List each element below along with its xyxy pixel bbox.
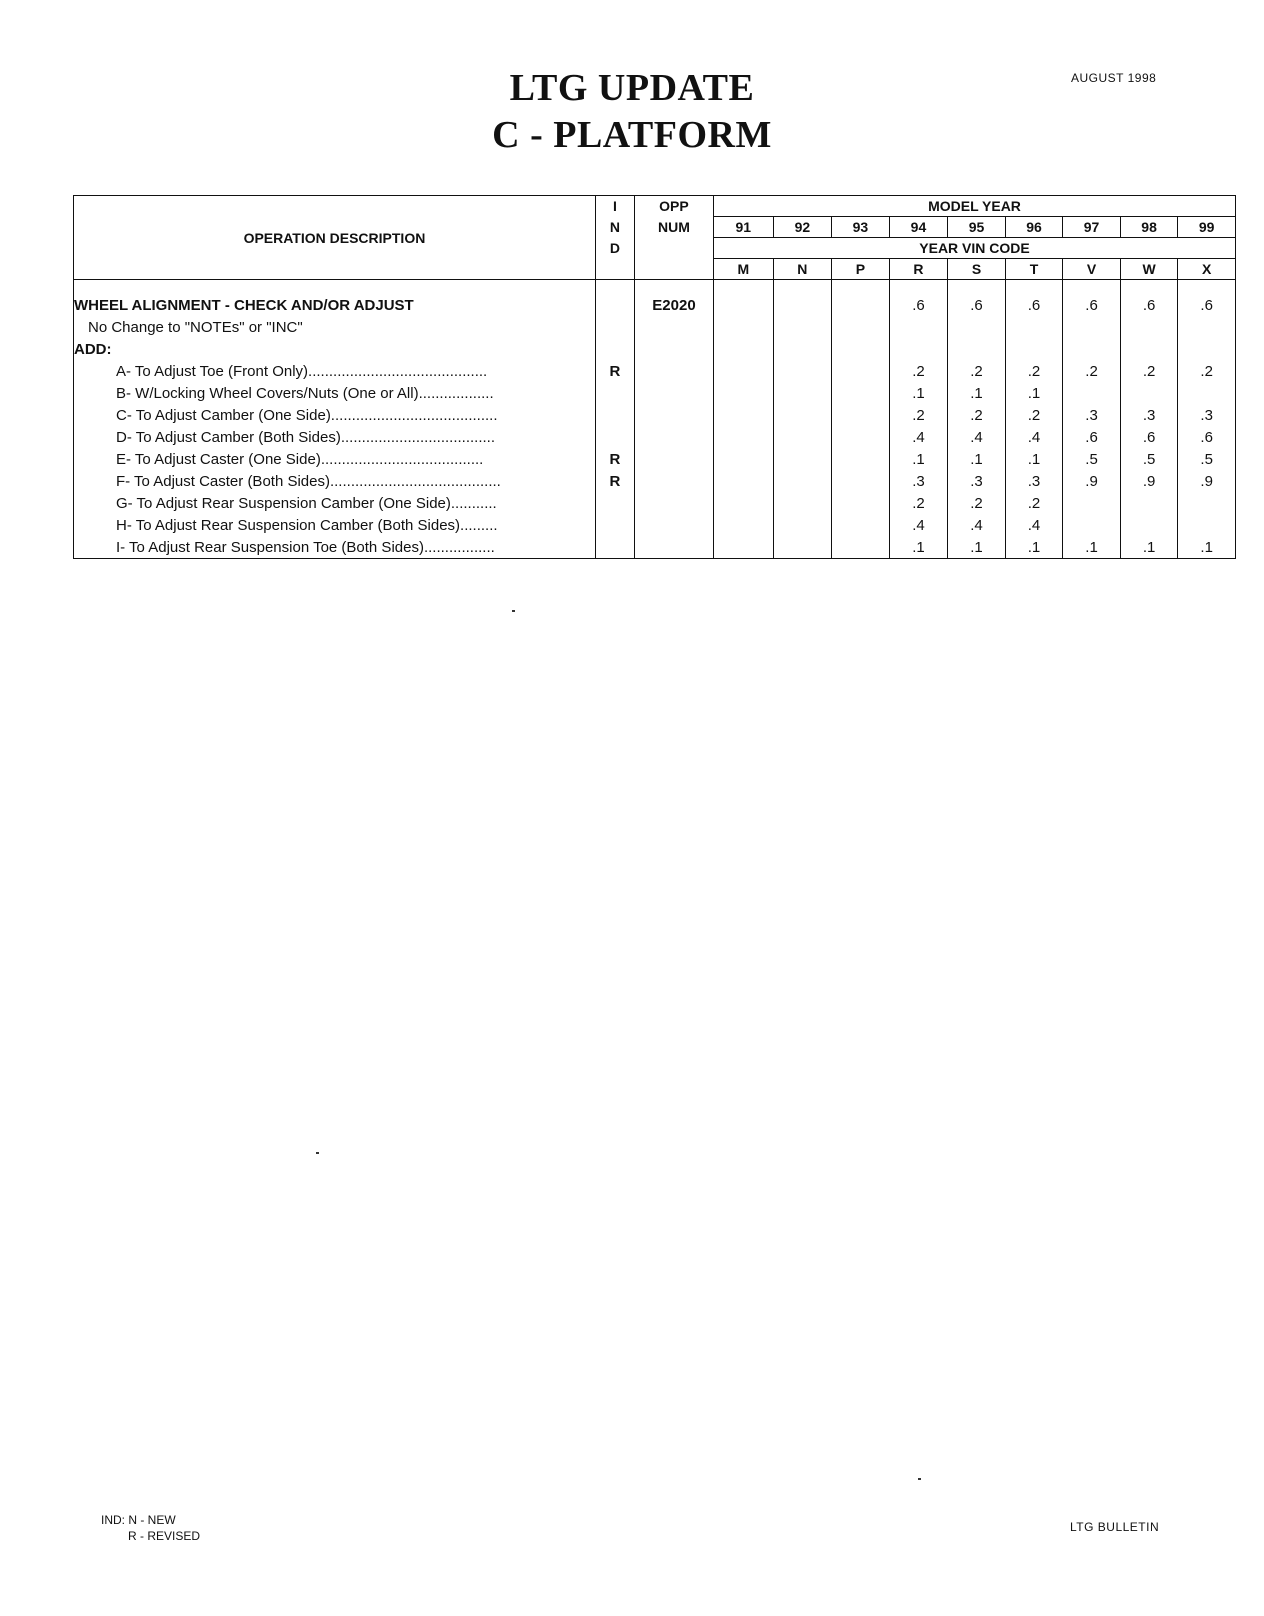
value-cell xyxy=(1063,514,1121,536)
value-cell: .2 xyxy=(889,404,948,426)
value-cell xyxy=(714,426,774,448)
scan-speck xyxy=(512,610,515,612)
value-cell: .2 xyxy=(948,404,1006,426)
value-cell xyxy=(1063,382,1121,404)
value-cell: .1 xyxy=(1005,448,1063,470)
value-cell: .2 xyxy=(948,360,1006,382)
vin-w: W xyxy=(1120,259,1178,280)
value-cell: .6 xyxy=(1063,294,1121,316)
value-cell xyxy=(714,360,774,382)
value-cell: .4 xyxy=(948,514,1006,536)
add-label: ADD: xyxy=(74,338,596,360)
value-cell xyxy=(773,492,832,514)
value-cell: .3 xyxy=(1120,404,1178,426)
year-98: 98 xyxy=(1120,217,1178,238)
value-cell xyxy=(1063,492,1121,514)
vin-v: V xyxy=(1063,259,1121,280)
scan-speck xyxy=(316,1152,319,1154)
document-subtitle: C - PLATFORM xyxy=(492,114,772,156)
year-99: 99 xyxy=(1178,217,1236,238)
value-cell xyxy=(773,360,832,382)
value-cell xyxy=(832,294,890,316)
value-cell: .1 xyxy=(889,536,948,559)
year-94: 94 xyxy=(889,217,948,238)
value-cell xyxy=(773,426,832,448)
value-cell xyxy=(1120,492,1178,514)
value-cell: .9 xyxy=(1120,470,1178,492)
header-ind-3: D xyxy=(595,238,634,259)
year-93: 93 xyxy=(832,217,890,238)
value-cell xyxy=(832,514,890,536)
value-cell: .5 xyxy=(1120,448,1178,470)
value-cell xyxy=(832,360,890,382)
add-item-ind: R xyxy=(595,360,634,382)
add-item-description: F- To Adjust Caster (Both Sides)......................................... xyxy=(74,470,596,492)
value-cell xyxy=(773,514,832,536)
value-cell: .2 xyxy=(1178,360,1236,382)
value-cell: .1 xyxy=(1178,536,1236,559)
add-item-ind xyxy=(595,492,634,514)
value-cell xyxy=(714,294,774,316)
value-cell: .1 xyxy=(948,536,1006,559)
add-item-row xyxy=(74,448,1236,470)
add-item-row xyxy=(74,382,1236,404)
opp-num: E2020 xyxy=(634,294,713,316)
value-cell: .3 xyxy=(1063,404,1121,426)
vin-n: N xyxy=(773,259,832,280)
header-operation-description: OPERATION DESCRIPTION xyxy=(74,196,596,280)
value-cell: .6 xyxy=(1063,426,1121,448)
operation-title: WHEEL ALIGNMENT - CHECK AND/OR ADJUST xyxy=(74,294,596,316)
add-item-description: A- To Adjust Toe (Front Only)........................................... xyxy=(74,360,596,382)
add-item-row xyxy=(74,514,1236,536)
add-item-row xyxy=(74,404,1236,426)
value-cell: .2 xyxy=(1120,360,1178,382)
add-item-opp xyxy=(634,448,713,470)
value-cell: .1 xyxy=(1063,536,1121,559)
value-cell xyxy=(832,382,890,404)
value-cell xyxy=(1178,514,1236,536)
value-cell xyxy=(714,382,774,404)
add-item-ind: R xyxy=(595,448,634,470)
labor-time-table xyxy=(73,195,1236,559)
value-cell: .2 xyxy=(1005,492,1063,514)
year-96: 96 xyxy=(1005,217,1063,238)
value-cell xyxy=(832,492,890,514)
value-cell xyxy=(832,448,890,470)
legend-new: IND: N - NEW xyxy=(101,1513,176,1527)
legend-revised: R - REVISED xyxy=(128,1529,201,1543)
add-item-opp xyxy=(634,514,713,536)
add-item-ind xyxy=(595,426,634,448)
header-opp-1: OPP xyxy=(634,196,713,217)
value-cell xyxy=(773,404,832,426)
value-cell: .9 xyxy=(1063,470,1121,492)
vin-t: T xyxy=(1005,259,1063,280)
value-cell xyxy=(832,404,890,426)
value-cell: .2 xyxy=(1005,404,1063,426)
value-cell: .3 xyxy=(889,470,948,492)
value-cell: .2 xyxy=(889,360,948,382)
value-cell xyxy=(714,470,774,492)
value-cell: .2 xyxy=(948,492,1006,514)
value-cell: .2 xyxy=(1005,360,1063,382)
add-item-ind xyxy=(595,536,634,559)
add-item-opp xyxy=(634,536,713,559)
value-cell: .1 xyxy=(1120,536,1178,559)
operation-row xyxy=(74,294,1236,316)
vin-r: R xyxy=(889,259,948,280)
value-cell: .4 xyxy=(889,426,948,448)
value-cell: .1 xyxy=(1005,382,1063,404)
value-cell: .3 xyxy=(1005,470,1063,492)
add-item-opp xyxy=(634,426,713,448)
bulletin-label: LTG BULLETIN xyxy=(1070,1520,1160,1534)
add-item-opp xyxy=(634,360,713,382)
add-item-description: E- To Adjust Caster (One Side)....................................... xyxy=(74,448,596,470)
value-cell: .4 xyxy=(1005,514,1063,536)
value-cell: .5 xyxy=(1063,448,1121,470)
value-cell: .2 xyxy=(889,492,948,514)
header-vin-code: YEAR VIN CODE xyxy=(714,238,1236,259)
value-cell xyxy=(832,536,890,559)
value-cell: .6 xyxy=(1120,426,1178,448)
add-item-opp xyxy=(634,382,713,404)
add-item-ind xyxy=(595,382,634,404)
add-item-description: D- To Adjust Camber (Both Sides)..................................... xyxy=(74,426,596,448)
operation-note: No Change to "NOTEs" or "INC" xyxy=(74,316,596,338)
value-cell: .1 xyxy=(1005,536,1063,559)
value-cell: .6 xyxy=(889,294,948,316)
year-97: 97 xyxy=(1063,217,1121,238)
add-item-row xyxy=(74,536,1236,559)
add-item-opp xyxy=(634,404,713,426)
add-item-ind: R xyxy=(595,470,634,492)
add-item-description: C- To Adjust Camber (One Side)........................................ xyxy=(74,404,596,426)
add-item-description: H- To Adjust Rear Suspension Camber (Both Sides)......... xyxy=(74,514,596,536)
value-cell xyxy=(773,382,832,404)
year-95: 95 xyxy=(948,217,1006,238)
header-model-year: MODEL YEAR xyxy=(714,196,1236,217)
value-cell: .6 xyxy=(948,294,1006,316)
add-item-ind xyxy=(595,404,634,426)
value-cell xyxy=(714,514,774,536)
vin-x: X xyxy=(1178,259,1236,280)
value-cell: .3 xyxy=(1178,404,1236,426)
value-cell xyxy=(773,536,832,559)
add-item-ind xyxy=(595,514,634,536)
year-92: 92 xyxy=(773,217,832,238)
value-cell: .1 xyxy=(948,448,1006,470)
value-cell xyxy=(714,404,774,426)
add-item-description: B- W/Locking Wheel Covers/Nuts (One or All).................. xyxy=(74,382,596,404)
header-opp-2: NUM xyxy=(634,217,713,238)
value-cell xyxy=(832,426,890,448)
value-cell: .9 xyxy=(1178,470,1236,492)
add-item-opp xyxy=(634,492,713,514)
value-cell xyxy=(1178,492,1236,514)
add-item-row xyxy=(74,470,1236,492)
value-cell: .5 xyxy=(1178,448,1236,470)
vin-p: P xyxy=(832,259,890,280)
vin-m: M xyxy=(714,259,774,280)
document-title: LTG UPDATE xyxy=(509,67,755,109)
value-cell xyxy=(714,536,774,559)
value-cell: .1 xyxy=(889,382,948,404)
add-item-row xyxy=(74,426,1236,448)
header-ind-1: I xyxy=(595,196,634,217)
value-cell: .6 xyxy=(1178,294,1236,316)
value-cell: .4 xyxy=(889,514,948,536)
value-cell: .6 xyxy=(1120,294,1178,316)
add-item-row xyxy=(74,360,1236,382)
value-cell: .1 xyxy=(889,448,948,470)
add-item-row xyxy=(74,492,1236,514)
vin-s: S xyxy=(948,259,1006,280)
value-cell: .1 xyxy=(948,382,1006,404)
value-cell xyxy=(714,492,774,514)
value-cell: .4 xyxy=(948,426,1006,448)
add-item-opp xyxy=(634,470,713,492)
value-cell: .2 xyxy=(1063,360,1121,382)
year-91: 91 xyxy=(714,217,774,238)
value-cell: .6 xyxy=(1178,426,1236,448)
value-cell xyxy=(1120,514,1178,536)
value-cell xyxy=(832,470,890,492)
value-cell xyxy=(1178,382,1236,404)
value-cell xyxy=(773,294,832,316)
ind-legend xyxy=(101,1512,200,1544)
value-cell xyxy=(714,448,774,470)
value-cell xyxy=(773,470,832,492)
add-item-description: G- To Adjust Rear Suspension Camber (One Side)........... xyxy=(74,492,596,514)
value-cell: .3 xyxy=(948,470,1006,492)
value-cell xyxy=(1120,382,1178,404)
value-cell: .6 xyxy=(1005,294,1063,316)
value-cell xyxy=(773,448,832,470)
header-ind-2: N xyxy=(595,217,634,238)
bulletin-date: AUGUST 1998 xyxy=(1071,71,1157,85)
scan-speck xyxy=(918,1478,921,1480)
value-cell: .4 xyxy=(1005,426,1063,448)
add-item-description: I- To Adjust Rear Suspension Toe (Both Sides)................. xyxy=(74,536,596,559)
